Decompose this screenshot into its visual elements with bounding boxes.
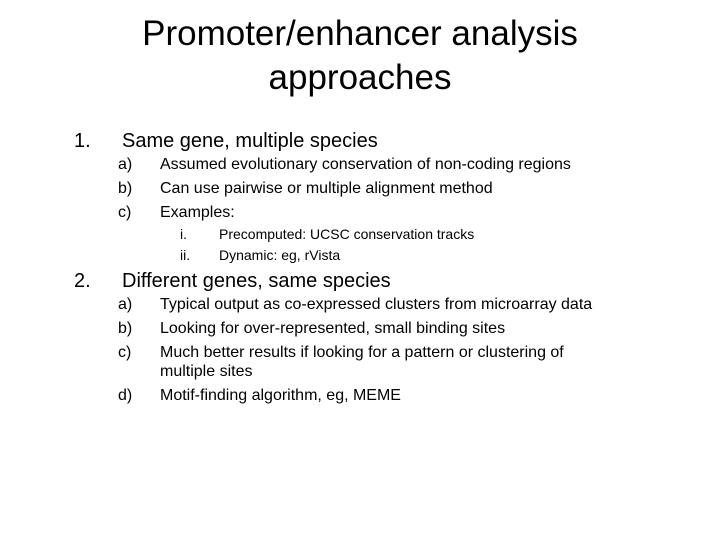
section-1-number: 1. [74,130,91,152]
list-item-letter: b) [118,320,133,337]
sub-list-item-text: Dynamic: eg, rVista [219,247,341,263]
section-2-number: 2. [74,270,91,292]
list-item-text: Looking for over-represented, small binding sites [160,320,506,337]
slide-title [0,12,720,100]
sub-list-item-numeral: i. [180,226,187,242]
list-item-letter: a) [118,296,133,313]
list-item-text: multiple sites [160,363,253,380]
list-item-text: Typical output as co-expressed clusters from microarray data [160,296,593,313]
slide-title-line-1: Promoter/enhancer analysis [142,14,578,53]
slide-title-line-2: approaches [268,58,452,97]
sub-list-item-text: Precomputed: UCSC conservation tracks [219,226,475,242]
list-item-text: Can use pairwise or multiple alignment method [160,180,493,197]
sub-list-item-numeral: ii. [180,247,191,263]
list-item-letter: c) [118,344,132,361]
list-item-letter: a) [118,156,133,173]
list-item-text: Much better results if looking for a pattern or clustering of [160,344,564,361]
list-item-letter: c) [118,204,132,221]
section-2-text: Different genes, same species [122,270,391,292]
list-item-text: Assumed evolutionary conservation of non-coding regions [160,156,571,173]
list-item-text: Examples: [160,204,235,221]
section-1-text: Same gene, multiple species [122,130,378,152]
list-item-letter: d) [118,387,133,404]
list-item-text: Motif-finding algorithm, eg, MEME [160,387,401,404]
list-item-letter: b) [118,180,133,197]
